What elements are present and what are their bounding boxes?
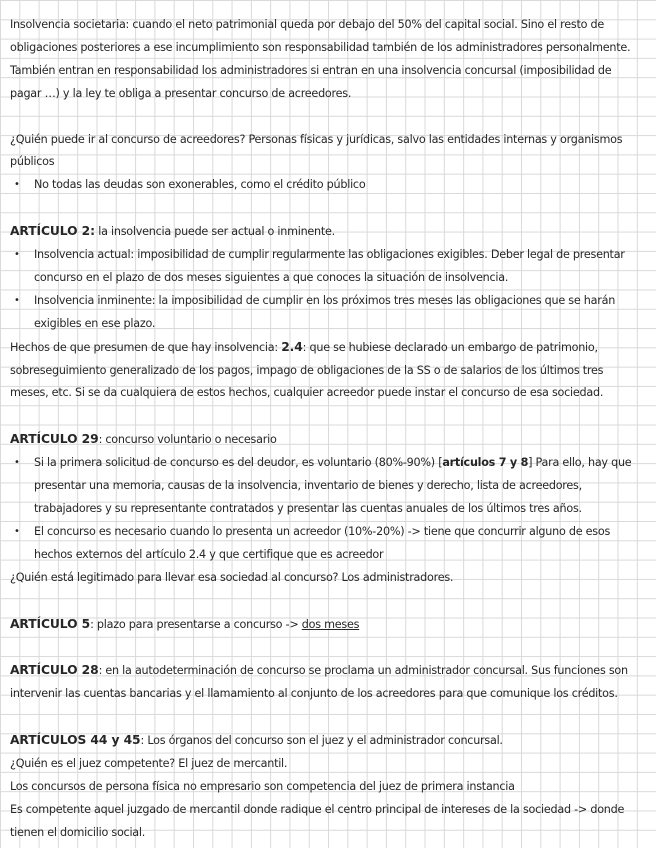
presumption-facts-intro: Hechos de que presumen de que hay insolvencia: <box>10 340 282 354</box>
articles-44-45-section <box>10 729 644 753</box>
article-2-text: la insolvencia puede ser actual o inminente. <box>94 225 335 239</box>
spacer <box>10 590 644 613</box>
presumption-facts-paragraph <box>10 336 644 406</box>
articles-44-45-text: : Los órganos del concurso son el juez y el administrador concursal. <box>140 734 503 747</box>
article-2-section <box>10 220 644 244</box>
legitimacy-question: ¿Quién está legitimado para llevar esa sociedad al concurso? Los administradores. <box>10 570 454 584</box>
article-5-heading: ARTÍCULO 5 <box>10 616 91 631</box>
list-item: • No todas las deudas son exonerables, como el crédito público <box>10 174 644 197</box>
who-can-file-question: ¿Quién puede ir al concurso de acreedores? Personas físicas y jurídicas, salvo las entidades internas y organismos públicos <box>10 132 623 169</box>
article-5-text: : plazo para presentarse a concurso -> <box>90 617 302 631</box>
article-2-bullet-list <box>10 244 644 336</box>
article-29-heading: ARTÍCULO 29 <box>10 432 99 447</box>
competent-judge-question: ¿Quién es el juez competente? El juez de mercantil. <box>10 756 288 770</box>
voluntary-text-cont: ] Para ello, hay que presentar una memoria, causas de la insolvencia, inventario de bienes y derecho, lista de acreedores, trabajadores y su representante contratados y presentar las cuentas anuales de los últimos tres años. <box>34 456 632 515</box>
article-5-section <box>10 613 644 637</box>
article-29-section <box>10 428 644 452</box>
article-29-bullet-list <box>10 452 644 567</box>
articles-7-8-ref: artículos 7 y 8 <box>442 456 529 470</box>
spacer <box>10 636 644 659</box>
article-29-text: : concurso voluntario o necesario <box>98 433 277 447</box>
intro-paragraph: Insolvencia societaria: cuando el neto patrimonial queda por debajo del 50% del capital social. Sino el resto de obligaciones posteriores a ese incumplimiento son responsabilidad también de los administradores personalmente. También entran en responsabilidad los administradores si entran en una insolvencia concursal (imposibilidad de pagar …) y la ley te obliga a presentar concurso de acreedores. <box>10 18 631 100</box>
list-item: • Insolvencia inminente: la imposibilidad de cumplir en los próximos tres meses las obligaciones que se harán exigibles en ese plazo. <box>10 290 644 336</box>
spacer <box>10 405 644 428</box>
article-2-heading: ARTÍCULO 2: <box>10 224 95 239</box>
list-item <box>10 452 644 521</box>
notes-page <box>10 14 644 845</box>
article-28-text: : en la autodeterminación de concurso se proclama un administrador concursal. Sus funciones son intervenir las cuentas bancarias y el llamamiento al conjunto de los acreedores para que comunique los créditos. <box>10 664 628 701</box>
competent-court-note: Es competente aquel juzgado de mercantil donde radique el centro principal de intereses de la sociedad -> donde tienen el domicilio social. <box>10 802 625 839</box>
presumption-facts-text: : que se hubiese declarado un embargo de patrimonio, sobreseguimiento generalizado de los pagos, impago de obligaciones de la SS o de salarios de los últimos tres meses, etc. Si se da cualquiera de estos hechos, cualquier acreedor puede instar el concurso de esa sociedad. <box>10 340 604 400</box>
article-5-deadline: dos meses <box>301 617 360 631</box>
spacer <box>10 197 644 220</box>
article-ref-2-4: 2.4 <box>281 339 303 354</box>
intro-bullet-list <box>10 174 644 197</box>
article-28-heading: ARTÍCULO 28 <box>10 663 99 678</box>
article-28-section <box>10 659 644 706</box>
spacer <box>10 706 644 729</box>
list-item: • El concurso es necesario cuando lo presenta un acreedor (10%-20%) -> tiene que concurrir alguno de esos hechos externos del artículo 2.4 y que certifique que es acreedor <box>10 521 644 567</box>
articles-44-45-heading: ARTÍCULOS 44 y 45 <box>10 733 141 747</box>
spacer <box>10 106 644 129</box>
natural-person-jurisdiction: Los concursos de persona física no empresario son competencia del juez de primera instancia <box>10 779 515 793</box>
list-item: • Insolvencia actual: imposibilidad de cumplir regularmente las obligaciones exigibles. Deber legal de presentar concurso en el plazo de dos meses siguientes a que conoces la situación de insolvencia. <box>10 244 644 290</box>
voluntary-text: Si la primera solicitud de concurso es del deudor, es voluntario (80%-90%) [ <box>34 456 443 470</box>
